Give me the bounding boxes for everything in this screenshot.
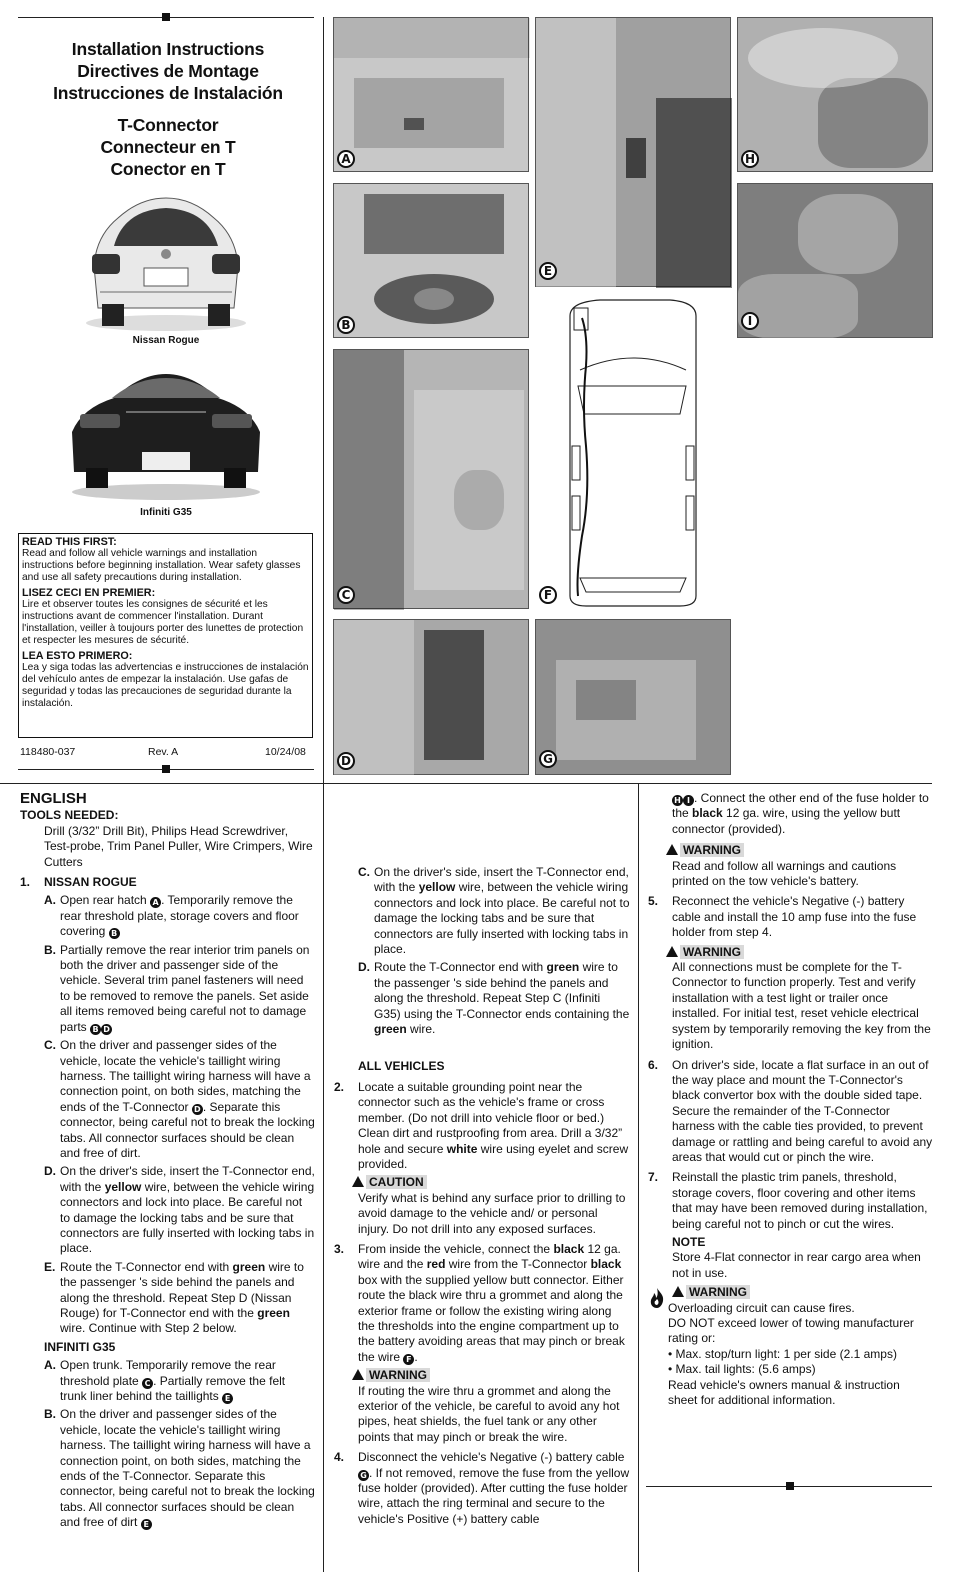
rogue-step-d: D. On the driver's side, insert the T-Connector end, with the yellow wire, between the vehicle wiring connectors and lock into place. Be careful not to damage the locking tabs and be sure that connectors are fully inserted with locking tabs in place. — [44, 1164, 315, 1256]
warning-triangle-icon — [666, 946, 678, 957]
step-3: 3. From inside the vehicle, connect the black 12 ga. wire and the red wire from the T-Connector black box with the supplied yellow butt connector. Either route the black wire thru a grommet and along the exterior frame or follow the existing wiring along the thresholds into the engine compartment up to the battery avoiding areas that may pinch or break the wire F . — [334, 1241, 625, 1364]
end-rule-marker — [786, 1482, 794, 1490]
overload-line-6: Read vehicle's owners manual & instruction — [668, 1377, 900, 1392]
nissan-rogue-photo — [80, 188, 252, 332]
title-en: Installation Instructions — [71, 39, 265, 59]
product-es: Conector en T — [110, 159, 226, 179]
step-1-title: NISSAN ROGUE — [44, 875, 137, 890]
callout-a-icon: A — [150, 897, 161, 908]
figure-i-badge: I — [741, 312, 759, 330]
column-2 — [334, 791, 630, 1526]
overload-line-2: DO NOT exceed lower of towing manufacturer — [668, 1316, 914, 1330]
caution-text: Verify what is behind any surface prior to drilling to avoid damage to the vehicle and/ or personal injury. Do not drill into any exposed surfaces. — [358, 1190, 626, 1236]
warning-block-1 — [334, 1368, 630, 1445]
step-5: 5. Reconnect the vehicle's Negative (-) battery cable and install the 10 amp fuse into the fuse holder from step 4. — [648, 894, 917, 940]
cover-divider — [323, 17, 324, 783]
column-1 — [20, 791, 315, 1531]
step-2: 2. Locate a suitable grounding point near the connector such as the vehicle's frame or cross member. (Do not drill into vehicle floor or bed.) Clean dirt and rustproofing from area. Drill a 3/32” hole and secure white wire using eyelet and screw provided. — [334, 1079, 629, 1171]
product-en: T-Connector — [117, 115, 219, 135]
revision: Rev. A — [148, 746, 179, 758]
warning-text-1: If routing the wire thru a grommet and along the exterior of the vehicle, be careful to avoid any hot pipes, heat shields, the fuel tank or any other points that may pinch or break the wire. — [358, 1383, 620, 1444]
callout-c-icon: C — [142, 1378, 153, 1389]
figure-d-photo — [333, 619, 529, 775]
notice-text-en: Read and follow all vehicle warnings and installation instructions before beginning installation. Wear safety glasses and use all safety precautions during installation. — [22, 548, 301, 583]
title-fr: Directives de Montage — [77, 61, 259, 81]
callout-b-icon: B — [109, 928, 120, 939]
column-divider-1 — [323, 783, 324, 1572]
safety-notice-box — [18, 533, 313, 738]
step-6: 6. On driver's side, locate a flat surface in an out of the way place and mount the T-Connector's black convertor box with the double sided tape. Secure the remainder of the T-Connector harness with the cable ties provided, to prevent damage or rattling and being careful to avoid any areas that would cut or pinch the wire. — [648, 1057, 933, 1164]
nissan-rogue-caption: Nissan Rogue — [132, 335, 200, 346]
caution-label: CAUTION — [366, 1175, 427, 1189]
infiniti-step-c: C. On the driver's side, insert the T-Connector end, with the yellow wire, between the vehicle wiring connectors and lock into place. Be careful not to damage the locking tabs and be sure that connectors are fully inserted with locking tabs in place. — [358, 865, 630, 957]
notice-heading-en: READ THIS FIRST: — [22, 536, 117, 548]
callout-h-icon: H — [672, 795, 683, 806]
callout-g-icon: G — [358, 1470, 369, 1481]
figure-h-photo — [737, 17, 933, 172]
top-rule-marker — [162, 13, 170, 21]
title-block — [18, 38, 318, 104]
figure-c-badge: C — [337, 586, 355, 604]
warning-triangle-icon — [672, 1286, 684, 1297]
callout-i-icon: I — [683, 795, 694, 806]
tools-list: Drill (3/32” Drill Bit), Philips Head Screwdriver, Test-probe, Trim Panel Puller, Wire Crimpers, Wire Cutters — [44, 823, 313, 869]
figure-g-badge: G — [539, 750, 557, 768]
infiniti-step-d: D. Route the T-Connector end with green wire to the passenger 's side behind the panels and along the threshold. Repeat Step C (Infiniti G35) using the T-Connector ends containing the green wire. — [358, 960, 630, 1037]
notice-text-es: Lea y siga todas las advertencias e instrucciones de instalación del vehículo antes de empezar la instalación. Use gafas de seguridad y todas las precauciones de seguridad durante la instalación. — [22, 662, 309, 709]
part-number: 118480-037 — [20, 746, 76, 758]
step-1-heading — [20, 875, 315, 890]
callout-e-icon: E — [222, 1393, 233, 1404]
warning-label: WARNING — [366, 1368, 430, 1382]
overload-line-4: • Max. stop/turn light: 1 per side (2.1 amps) — [668, 1346, 897, 1361]
fire-icon — [648, 1287, 666, 1309]
rogue-step-b: B. Partially remove the rear interior trim panels on both the driver and passenger side of the vehicle. Several trim panel fasteners will need to be removed to remove the panels. Set aside all items removed being careful not to damage parts B D — [44, 942, 310, 1034]
warning-block-4 — [648, 1285, 933, 1408]
caution-triangle-icon — [352, 1176, 364, 1187]
all-vehicles-heading: ALL VEHICLES — [358, 1059, 445, 1074]
figure-d-badge: D — [337, 752, 355, 770]
infiniti-step-a: A. Open trunk. Temporarily remove the rear threshold plate C . Partially remove the felt trunk liner behind the taillights E — [44, 1358, 286, 1404]
notice-heading-fr: LISEZ CECI EN PREMIER: — [22, 587, 156, 599]
figure-g-photo — [535, 619, 731, 775]
section-divider — [0, 783, 932, 784]
notice-heading-es: LEA ESTO PRIMERO: — [22, 650, 133, 662]
infiniti-g35-photo — [66, 368, 266, 500]
figure-e-badge: E — [539, 262, 557, 280]
step-7: 7. Reinstall the plastic trim panels, threshold, storage covers, floor covering and other items that may have been removed during installation, being careful not to pinch or cut the wires. — [648, 1170, 928, 1231]
infiniti-step-b: B. On the driver and passenger sides of the vehicle, locate the vehicle's taillight wiring harness. The taillight wiring harness will have a connection point, on both sides, matching the ends of the T-Connector. Separate this connector, being careful not to break the locking tabs. All connector surfaces should be clean and free of dirt E — [44, 1407, 315, 1530]
product-block — [18, 114, 318, 180]
rogue-step-a: A. Open rear hatch A . Temporarily remove the rear threshold plate, storage covers and floor covering B — [44, 893, 299, 939]
callout-d-icon: D — [101, 1024, 112, 1035]
column-divider-2 — [638, 783, 639, 1572]
note-label: NOTE — [672, 1234, 706, 1249]
tools-heading: TOOLS NEEDED: — [20, 808, 119, 823]
warning-text-3: All connections must be complete for the T-Connector to function properly. Test and verify installation with a test light or trailer once installed. For initial test, reset vehicle electrical system by temporarily removing the key from the ignition. — [672, 960, 931, 1052]
warning-triangle-icon — [666, 844, 678, 855]
figure-a-photo — [333, 17, 529, 172]
rogue-step-e: E. Route the T-Connector end with green wire to the passenger 's side behind the panels and along the threshold. Repeat Step D (Nissan Rouge) for T-Connector end with the green wire. Continue with Step 2 below. — [44, 1259, 304, 1336]
column-3 — [648, 791, 933, 1408]
notice-text-fr: Lire et observer toutes les consignes de sécurité et les instructions avant de commencer l'installation. Durant l'installation, veiller à toujours porter des lunettes de protection et respecter les mesures de sécurité. — [22, 599, 304, 646]
figure-f-badge: F — [539, 586, 557, 604]
warning-label: WARNING — [686, 1285, 750, 1299]
warning-block-2 — [648, 843, 933, 889]
cover-bottom-marker — [162, 765, 170, 773]
figure-a-badge: A — [337, 150, 355, 168]
rogue-step-c: C. On the driver and passenger sides of the vehicle, locate the vehicle's taillight wiring harness. The taillight wiring harness will have a connection point, on both sides, matching the ends of the T-Connector D . Separate this connector, being careful not to break the locking tabs. All connector surfaces should be clean and free of dirt. — [44, 1038, 315, 1160]
note-block — [648, 1235, 933, 1281]
callout-d-icon: D — [192, 1104, 203, 1115]
warning-triangle-icon — [352, 1369, 364, 1380]
overload-line-7: sheet for additional information. — [668, 1393, 836, 1408]
overload-line-1: Overloading circuit can cause fires. — [668, 1300, 855, 1315]
callout-b-icon: B — [90, 1024, 101, 1035]
overload-line-3: rating or: — [668, 1331, 716, 1346]
section-heading-english: ENGLISH — [20, 790, 87, 807]
doc-date: 10/24/08 — [265, 746, 306, 758]
figure-i-photo — [737, 183, 933, 338]
product-fr: Connecteur en T — [100, 137, 236, 157]
note-text: Store 4-Flat connector in rear cargo area when not in use. — [672, 1250, 921, 1280]
step-1-number: 1. — [20, 875, 31, 890]
infiniti-heading: INFINITI G35 — [44, 1339, 116, 1354]
figure-h-badge: H — [741, 150, 759, 168]
infiniti-g35-caption: Infiniti G35 — [140, 507, 192, 518]
title-es: Instrucciones de Instalación — [53, 83, 283, 103]
figure-f-diagram — [540, 296, 730, 610]
warning-text-2: Read and follow all warnings and cautions printed on the tow vehicle's battery. — [672, 858, 897, 889]
warning-block-3 — [648, 945, 933, 1053]
figure-b-badge: B — [337, 316, 355, 334]
figure-e-photo — [535, 17, 731, 287]
figure-c-photo — [333, 349, 529, 609]
overload-line-5: • Max. tail lights: (5.6 amps) — [668, 1362, 816, 1377]
callout-f-icon: F — [403, 1354, 414, 1365]
caution-block — [334, 1175, 630, 1237]
step-4-continued: H I . Connect the other end of the fuse holder to the black 12 ga. wire, using the yellow butt connector (provided). — [672, 791, 929, 836]
warning-label: WARNING — [680, 945, 744, 959]
step-4: 4. Disconnect the vehicle's Negative (-) battery cable G . If not removed, remove the fuse from the yellow fuse holder (provided). After cutting the fuse holder wire, attach the ring terminal and secure to the vehicle's Positive (+) battery cable — [334, 1450, 630, 1526]
figure-b-photo — [333, 183, 529, 338]
warning-label: WARNING — [680, 843, 744, 857]
callout-e-icon: E — [141, 1519, 152, 1530]
